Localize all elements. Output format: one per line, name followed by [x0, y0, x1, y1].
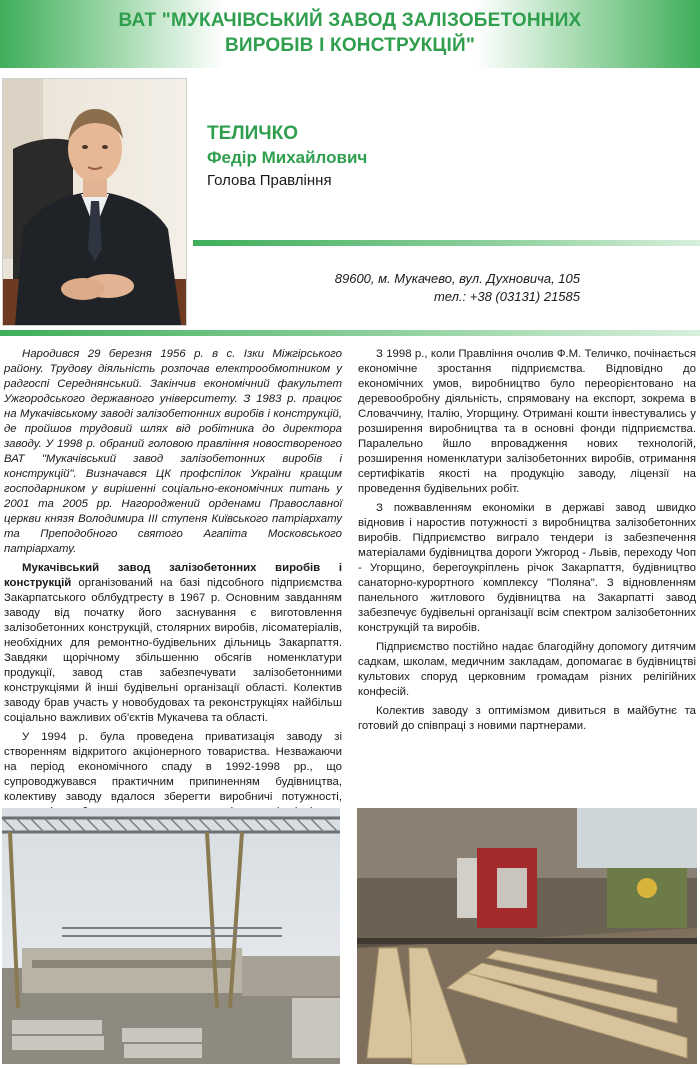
article-paragraph-4: З пожвавленням економіки в державі завод швидко відновив і наростив потужності з виробництва залізобетонних виробів. Підприємство виграло тендери із забезпечення матеріалами будівництва дороги Ужгород - Львів, переходу Чоп - Угорщино, берегоукріплень річок Закарпаття, будівництво санаторно-курортного комплексу "Поляна". З відновленням панельного житлового будівництва на Закарпатті завод забезпечує будівельні організації всім спектром залізобетонних конструкцій та виробів.	[358, 502, 696, 634]
title-line-2: ВИРОБІВ І КОНСТРУКЦІЙ"	[224, 35, 476, 56]
contact-address: 89600, м. Мукачево, вул. Духновича, 105	[334, 271, 580, 286]
divider-main	[0, 330, 700, 336]
person-position: Голова Правління	[207, 172, 332, 189]
article-paragraph-5: Підприємство постійно надає благодійну допомогу дитячим садкам, школам, медичним закладам, допомагає в будівництві культових споруд церковним громадам різних релігійних конфесій.	[358, 641, 696, 698]
title-line-1: ВАТ "МУКАЧІВСЬКИЙ ЗАВОД ЗАЛІЗОБЕТОННИХ	[118, 10, 582, 31]
article-paragraph-6: Колектив заводу з оптимізмом дивиться в майбутнє та готовий до співпраці з новими партнерами.	[358, 705, 696, 732]
person-surname: ТЕЛИЧКО	[207, 123, 298, 144]
contact-phone: тел.: +38 (03131) 21585	[433, 289, 580, 304]
portrait-image	[3, 79, 186, 325]
article-paragraph-3: З 1998 р., коли Правління очолив Ф.М. Теличко, почінається економічне зростання підприємства. Відповідно до економічних умов, виробництво було переорієнтовано на деревообробну діяльність, спрямовану на експорт, зокрема в Словаччину, Італію, Угорщину. Отримані кошти інвестувались у розширення виробництва та в основні фонди підприємства. Паралельно йшло впровадження нових технологій, розширення номенклатури залізобетонних виробів, отримання сертифікатів якості на продукцію заводу, ліцензії на проведення будівельних робіт.	[358, 348, 696, 495]
gantry-crane-image	[2, 808, 340, 1064]
article-paragraph-2: У 1994 р. була проведена приватизація заводу зі створенням відкритого акціонерного товариства. Незважаючи на період економічного спаду в 1992-1998 рр., що супроводжувався практичним припиненням будівництва, колективу заводу вдалося зберегти виробничі потужності,	[4, 731, 342, 803]
person-block	[207, 122, 367, 192]
article-paragraph-1-text: організований на базі підсобного підприємства Закарпатського облбудтресту в 1967 р. Основним завданням заводу від початку його заснування є виготовлення залізобетонних конструкцій, столярних виробів, лісоматеріалів, необхідних для ремонтно-будівельних дільниць Закарпаття. Завдяки щорічному збільшенню обсягів номенклатури продукції, завод став забезпечувати залізобетонними конструкціями й інші будівельні організації області. Колектив заводу брав участь у новобудовах та реконструкціях найбільш соціально важливих об'єктів Мукачева та області.	[4, 577, 342, 724]
bio-paragraph: Народився 29 березня 1956 р. в с. Ізки Міжгірського району. Трудову діяльність розпочав електрообмотником у радгоспі Середнянський. Закінчив економічний факультет Ужгородського державного університету. З 1983 р. працює на Мукачівському заводі залізобетонних виробів і конструкцій, де пройшов трудовий шлях від робітника до директора заводу. У 1998 р. обраний головою правління новоствореного ВАТ "Мукачівський завод залізобетонних виробів і конструкцій". Визначався ЦК профспілок України кращим господарником у вирішенні соціально-економічних питань у 2001 та 2005 рр. Нагороджений орденами Православної церкви князя Володимира III ступеня Київського патріархату та Преподобного святого Агапіта Московського патріархату.	[4, 348, 342, 555]
page-title	[60, 8, 640, 58]
divider-top	[193, 240, 700, 246]
article-column-left	[4, 347, 342, 803]
workshop-photo	[357, 808, 697, 1064]
contact-block	[260, 270, 580, 306]
factory-yard-photo	[2, 808, 340, 1064]
portrait-photo	[2, 78, 187, 326]
article-paragraph-1	[4, 561, 342, 726]
header-banner	[0, 0, 700, 68]
person-given-names: Федір Михайлович	[207, 148, 368, 167]
company-name-lead: Мукачівський завод залізобетонних виробів і конструкцій	[4, 562, 342, 589]
article-column-right	[358, 347, 696, 738]
sawmill-image	[357, 808, 697, 1064]
